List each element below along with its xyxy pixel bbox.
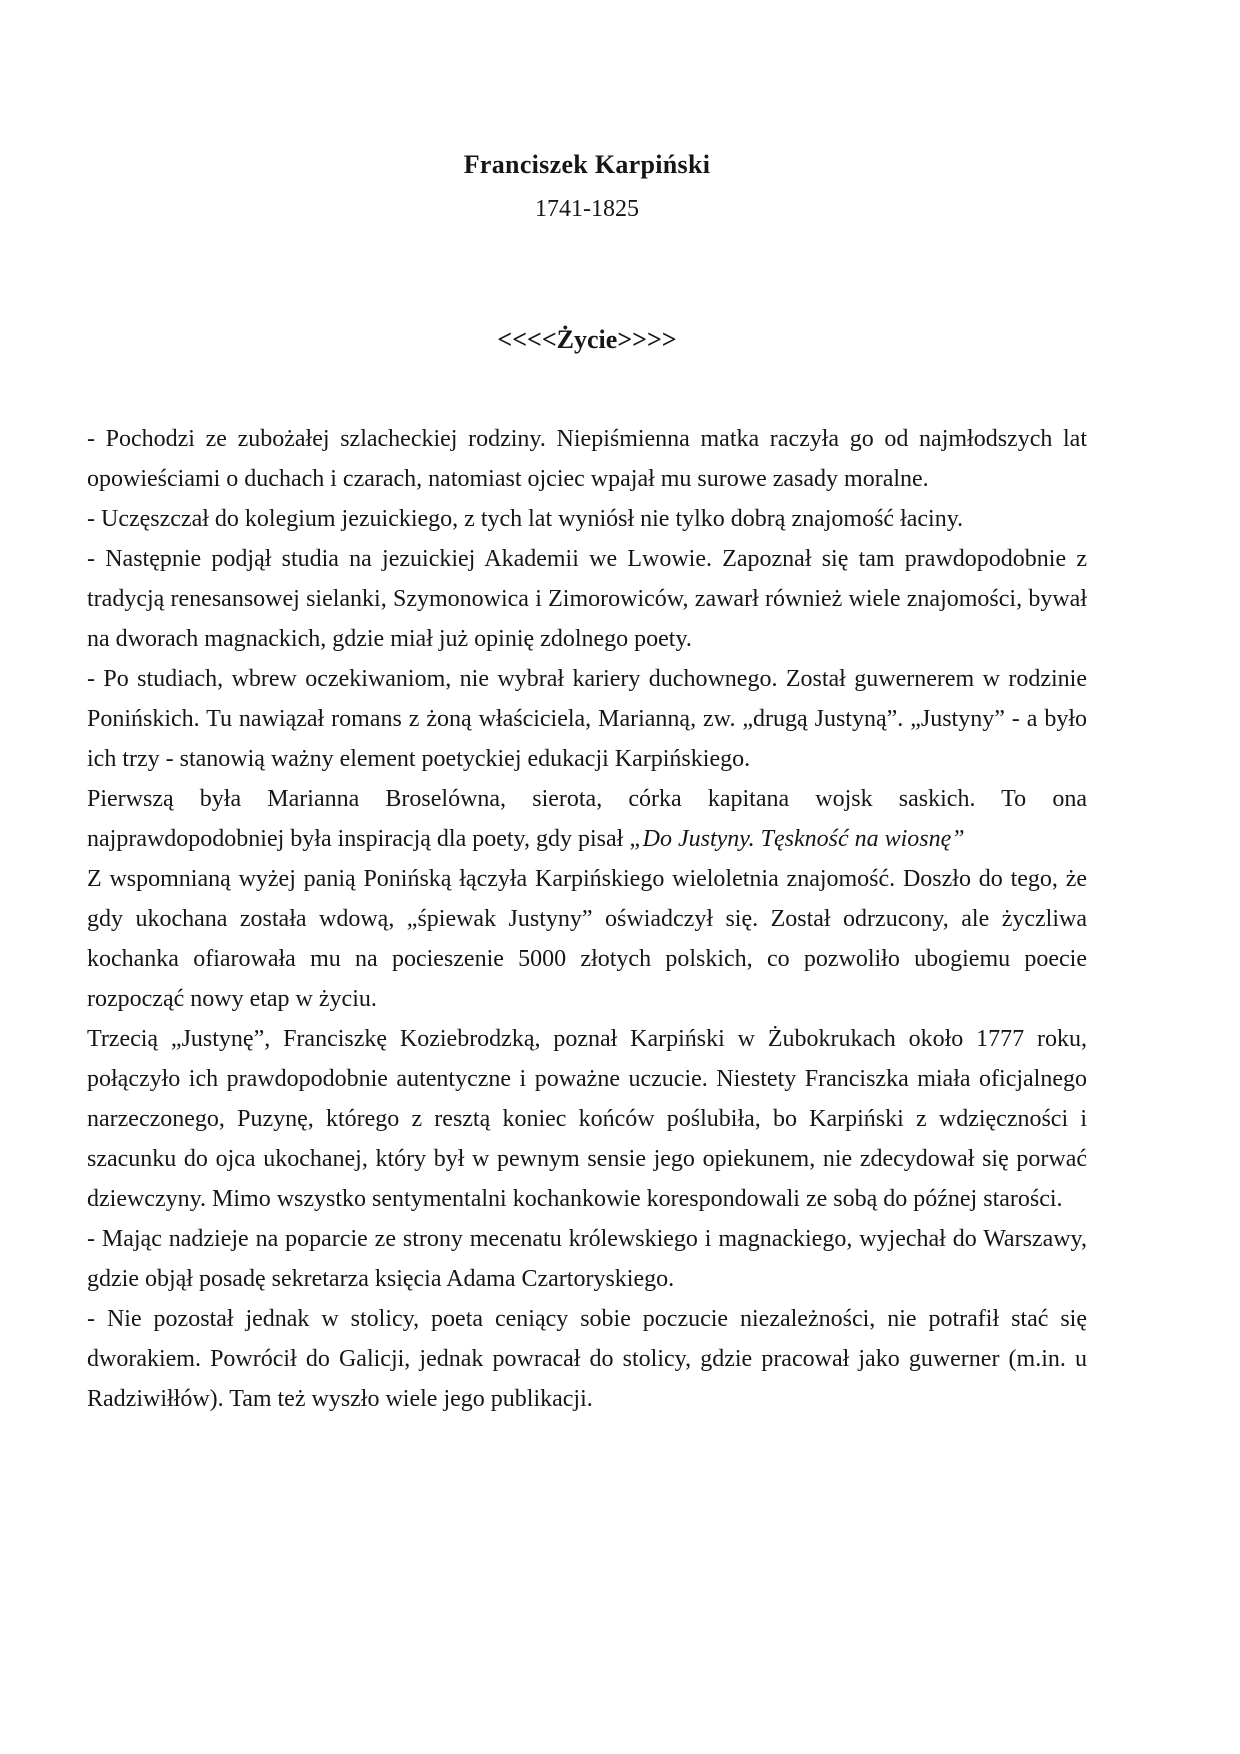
document-title: Franciszek Karpiński (463, 150, 711, 179)
paragraph: - Uczęszczał do kolegium jezuickiego, z tych lat wyniósł nie tylko dobrą znajomość łaciny. (87, 506, 964, 532)
document-dates: 1741-1825 (535, 196, 639, 222)
paragraph-text: Pierwszą była Marianna Broselówna, sierota, córka kapitana wojsk saskich. To ona najprawdopodobniej była inspiracją dla poety, gdy pisał (87, 786, 1087, 852)
section-heading: <<<<Życie>>>> (497, 325, 677, 354)
paragraph: - Mając nadzieje na poparcie ze strony mecenatu królewskiego i magnackiego, wyjechał do Warszawy, gdzie objął posadę sekretarza księcia Adama Czartoryskiego. (87, 1226, 1087, 1292)
work-title-italic: „Do Justyny. Tęskność na wiosnę” (629, 826, 965, 852)
paragraph: - Po studiach, wbrew oczekiwaniom, nie wybrał kariery duchownego. Został guwernerem w rodzinie Ponińskich. Tu nawiązał romans z żoną właściciela, Marianną, zw. „drugą Justyną”. „Justyny” - a było ich trzy - stanowią ważny element poetyckiej edukacji Karpińskiego. (87, 666, 1087, 772)
paragraph: - Nie pozostał jednak w stolicy, poeta ceniący sobie poczucie niezależności, nie potrafił stać się dworakiem. Powrócił do Galicji, jednak powracał do stolicy, gdzie pracował jako guwerner (m.in. u Radziwiłłów). Tam też wyszło wiele jego publikacji. (87, 1306, 1087, 1412)
paragraph (87, 779, 1087, 859)
document-header (87, 150, 1087, 223)
paragraph: Trzecią „Justynę”, Franciszkę Koziebrodzką, poznał Karpiński w Żubokrukach około 1777 roku, połączyło ich prawdopodobnie autentyczne i poważne uczucie. Niestety Franciszka miała oficjalnego narzeczonego, Puzynę, którego z resztą koniec końców poślubiła, bo Karpiński z wdzięczności i szacunku do ojca ukochanej, który był w pewnym sensie jego opiekunem, nie zdecydował się porwać dziewczyny. Mimo wszystko sentymentalni kochankowie korespondowali ze sobą do późnej starości. (87, 1026, 1087, 1212)
paragraph: - Pochodzi ze zubożałej szlacheckiej rodziny. Niepiśmienna matka raczyła go od najmłodszych lat opowieściami o duchach i czarach, natomiast ojciec wpajał mu surowe zasady moralne. (87, 426, 1087, 492)
paragraph: - Następnie podjął studia na jezuickiej Akademii we Lwowie. Zapoznał się tam prawdopodobnie z tradycją renesansowej sielanki, Szymonowica i Zimorowiców, zawarł również wiele znajomości, bywał na dworach magnackich, gdzie miał już opinię zdolnego poety. (87, 546, 1087, 652)
document-body (87, 419, 1087, 1419)
paragraph: Z wspomnianą wyżej panią Ponińską łączyła Karpińskiego wieloletnia znajomość. Doszło do tego, że gdy ukochana została wdową, „śpiewak Justyny” oświadczył się. Został odrzucony, ale życzliwa kochanka ofiarowała mu na pocieszenie 5000 złotych polskich, co pozwoliło ubogiemu poecie rozpocząć nowy etap w życiu. (87, 866, 1087, 1012)
